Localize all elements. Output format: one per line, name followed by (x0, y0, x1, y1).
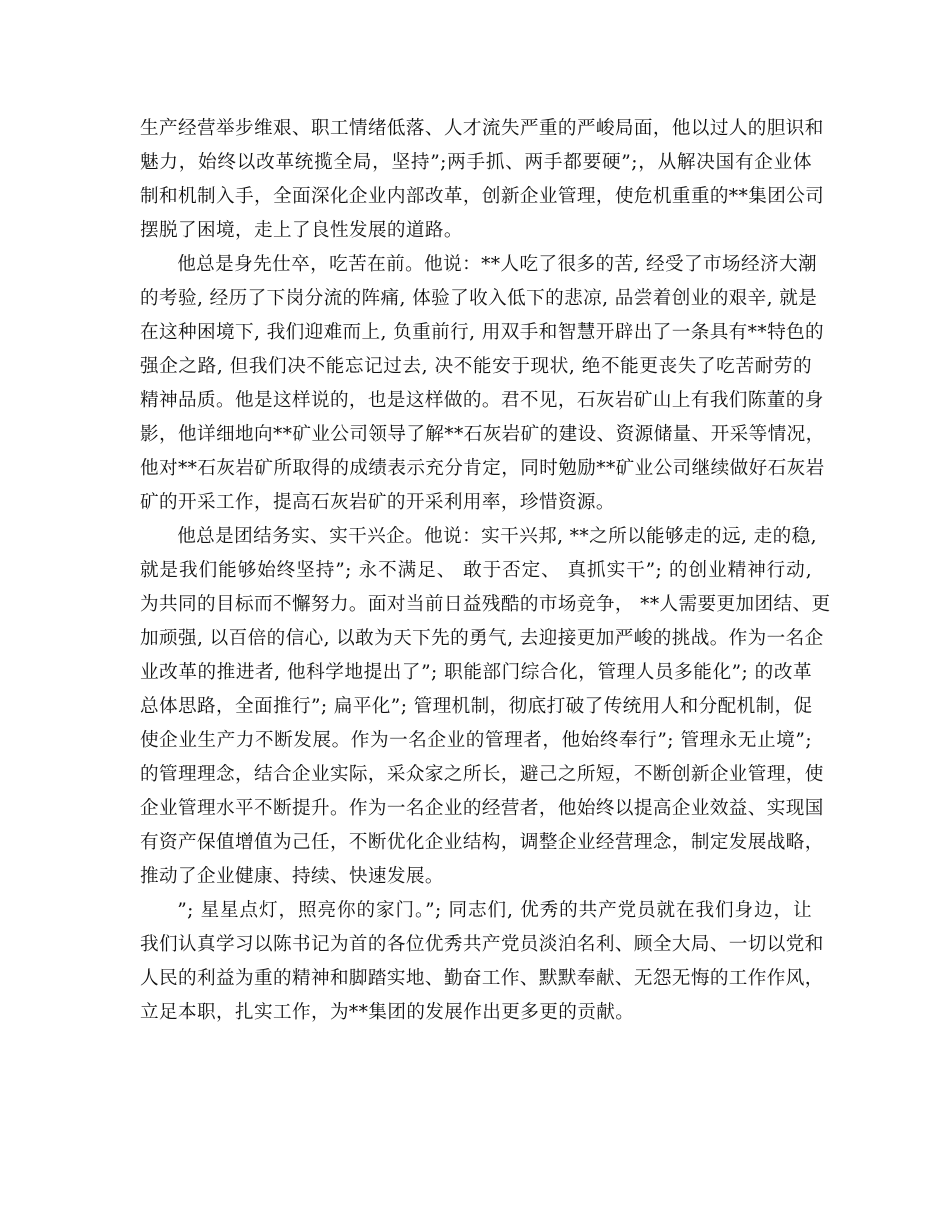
text-line: ”; 星星点灯，照亮你的家门。”; 同志们, 优秀的共产党员就在我们身边，让 (177, 900, 812, 921)
text-line: 我们认真学习以陈书记为首的各位优秀共产党员淡泊名利、顾全大局、一切以党和 (140, 934, 824, 955)
text-line: 人民的利益为重的精神和脚踏实地、勤奋工作、默默奉献、无怨无悔的工作作风， (140, 968, 824, 989)
text-line: 强企之路, 但我们决不能忘记过去, 决不能安于现状, 绝不能更丧失了吃苦耐劳的 (140, 356, 812, 377)
text-line: 为共同的目标而不懈努力。面对当前日益残酷的市场竞争， **人需要更加团结、更 (140, 594, 831, 615)
text-line: 精神品质。他是这样说的，也是这样做的。君不见，石灰岩矿山上有我们陈董的身 (140, 390, 824, 411)
text-line: 推动了企业健康、持续、快速发展。 (140, 866, 444, 887)
text-line: 有资产保值增值为己任，不断优化企业结构，调整企业经营理念，制定发展战略， (140, 832, 824, 853)
text-line: 他总是身先仕卒，吃苦在前。他说：**人吃了很多的苦, 经受了市场经济大潮 (177, 254, 818, 275)
text-line: 加顽强, 以百倍的信心, 以敢为天下先的勇气, 去迎接更加严峻的挑战。作为一名企 (140, 628, 824, 649)
text-line: 摆脱了困境，走上了良性发展的道路。 (140, 220, 463, 241)
text-line: 就是我们能够始终坚持”; 永不满足、 敢于否定、 真抓实干”; 的创业精神行动, (140, 560, 812, 581)
paragraph (140, 248, 825, 520)
text-line: 使企业生产力不断发展。作为一名企业的管理者，他始终奉行”; 管理永无止境”; (140, 730, 812, 751)
text-line: 业改革的推进者, 他科学地提出了”; 职能部门综合化，管理人员多能化”; 的改革 (140, 662, 812, 683)
paragraph (140, 894, 824, 1030)
text-line: 制和机制入手，全面深化企业内部改革，创新企业管理，使危机重重的**集团公司 (140, 186, 825, 207)
text-line: 立足本职，扎实工作，为**集团的发展作出更多更的贡献。 (140, 1002, 635, 1023)
text-line: 影，他详细地向**矿业公司领导了解**石灰岩矿的建设、资源储量、开采等情况， (140, 424, 825, 445)
text-line: 企业管理水平不断提升。作为一名企业的经营者，他始终以提高企业效益、实现国 (140, 798, 824, 819)
paragraph (140, 112, 825, 248)
text-line: 在这种困境下, 我们迎难而上, 负重前行, 用双手和智慧开辟出了一条具有**特色的 (140, 322, 825, 343)
text-line: 总体思路，全面推行”; 扁平化”; 管理机制，彻底打破了传统用人和分配机制，促 (140, 696, 813, 717)
text-line: 生产经营举步维艰、职工情绪低落、人才流失严重的严峻局面，他以过人的胆识和 (140, 118, 824, 139)
text-line: 的管理理念，结合企业实际，采众家之所长，避己之所短，不断创新企业管理，使 (140, 764, 824, 785)
text-line: 他总是团结务实、实干兴企。他说：实干兴邦, **之所以能够走的远, 走的稳, (177, 526, 817, 547)
text-line: 魅力，始终以改革统揽全局，坚持”;两手抓、两手都要硬”;，从解决国有企业体 (140, 152, 812, 173)
document-body (140, 112, 831, 1030)
text-line: 的考验, 经历了下岗分流的阵痛, 体验了收入低下的悲凉, 品尝着创业的艰辛, 就是 (140, 288, 818, 309)
text-line: 矿的开采工作，提高石灰岩矿的开采利用率，珍惜资源。 (140, 492, 615, 513)
paragraph (140, 520, 831, 894)
text-line: 他对**石灰岩矿所取得的成绩表示充分肯定，同时勉励**矿业公司继续做好石灰岩 (140, 458, 825, 479)
